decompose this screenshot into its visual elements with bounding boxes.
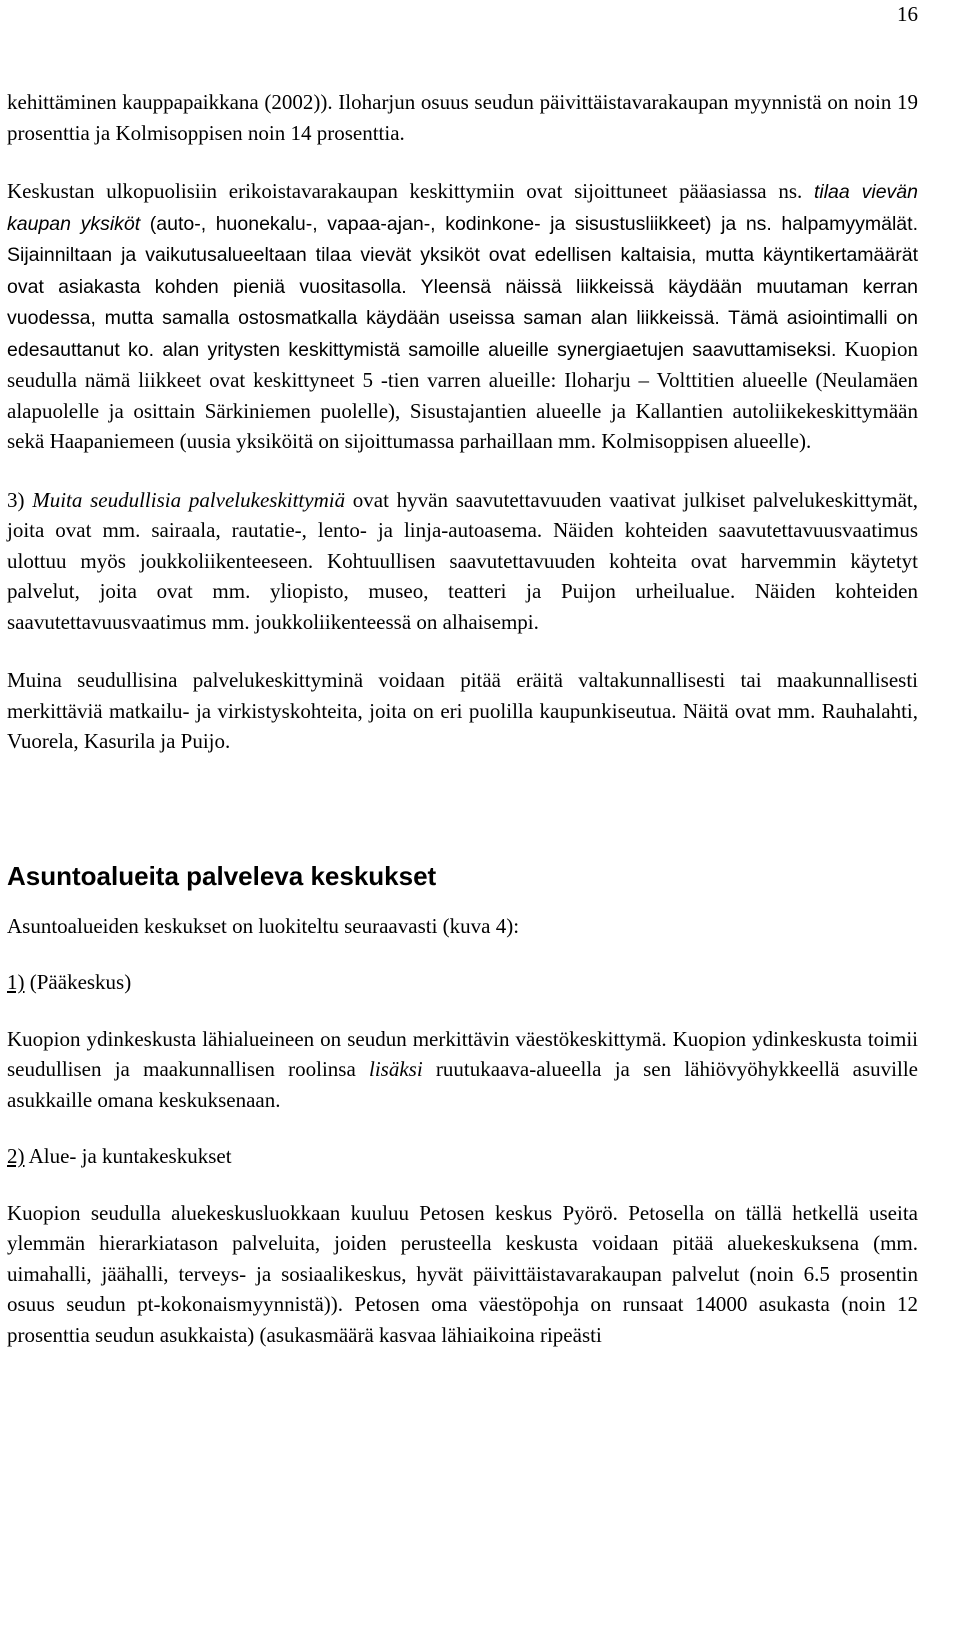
italic-term: lisäksi — [369, 1057, 423, 1081]
list-item-aluekeskukset — [7, 1141, 918, 1172]
paragraph-text-sans — [7, 181, 918, 361]
paragraph-text: ovat hyvän saavutettavuuden vaativat julkiset palvelukeskittymät, joita ovat mm. sairaala, rautatie-, lento- ja linja-autoasema. Näiden kohteiden saavutettavuusvaatimus ulottuu myös joukkoliikenteeseen. Kohtuullisen saavutettavuuden kohteita ovat harvemmin käytetyt palvelut, joita ovat mm. yliopisto, museo, teatteri ja Puijon urheilualue. Näiden kohteiden saavutettavuusvaatimus mm. joukkoliikenteessä on alhaisempi. — [7, 487, 918, 634]
paragraph-text: Kuopion ydinkeskusta lähialueineen on seudun merkittävin väestökeskittymä. Kuopion ydinkeskusta toimii seudullisen ja maakunnallisen roolinsa — [7, 1026, 918, 1081]
page-number: 16 — [897, 2, 918, 26]
paragraph-text: Kuopion seudulla nämä liikkeet ovat keskittyneet 5 -tien varren alueille: Iloharju – Volttitien alueelle (Neulamäen alapuolelle ja osittain Särkiniemen puolelle), Sisustajantien alueelle ja Kallantien autoliikekeskittymään sekä Haapaniemeen (uusia yksiköitä on sijoittumassa parhaillaan mm. Kolmisoppisen alueelle). — [7, 336, 918, 453]
paragraph-asuntoalueiden: Asuntoalueiden keskukset on luokiteltu seuraavasti (kuva 4): — [7, 913, 520, 938]
list-number: 2) — [7, 1144, 25, 1168]
paragraph-keskustan-ulkopuolisiin — [7, 176, 918, 457]
list-number: 1) — [7, 970, 25, 994]
paragraph-muita-seudullisia — [7, 485, 918, 638]
list-label: (Pääkeskus) — [24, 970, 132, 994]
paragraph-text: Keskustan ulkopuolisiin erikoistavarakaupan keskittymiin ovat sijoittuneet pääasiassa ns. — [7, 179, 814, 203]
page-content — [7, 87, 918, 1350]
list-number: 3) — [7, 487, 33, 512]
paragraph-text: ruutukaava-alueella ja sen lähiövyöhykkeellä asuville asukkaille omana keskuksenaan. — [7, 1057, 918, 1112]
paragraph-kuopion-ydinkeskusta — [7, 1024, 918, 1116]
paragraph-kuopion-seudulla: Kuopion seudulla aluekeskusluokkaan kuuluu Petosen keskus Pyörö. Petosella on tällä hetkellä useita ylemmän hierarkiatason palveluita, joiden perusteella keskusta voidaan pitää aluekeskuksena (mm. uimahalli, jäähalli, terveys- ja sosiaalikeskus, hyvät päivittäistavarakaupan palvelut (noin 6.5 prosentin osuus seudun pt-kokonaismyynnistä)). Petosen oma väestöpohja on runsaat 14000 asukasta (noin 12 prosenttia seudun asukkaista) (asukasmäärä kasvaa lähiaikoina ripeästi — [7, 1200, 918, 1347]
list-item-paakeskus — [7, 967, 918, 998]
paragraph-kehittaminen: kehittäminen kauppapaikkana (2002)). Iloharjun osuus seudun päivittäistavarakaupan myynnistä on noin 19 prosenttia ja Kolmisoppisen noin 14 prosenttia. — [7, 90, 918, 145]
section-heading: Asuntoalueita palveleva keskukset — [7, 860, 437, 891]
italic-term: tilaa vievän kaupan yksiköt — [7, 181, 918, 235]
paragraph-muina-seudullisina: Muina seudullisina palvelukeskittyminä voidaan pitää eräitä valtakunnallisesti tai maakunnallisesti merkittäviä matkailu- ja virkistyskohteita, joita on eri puolilla kaupunkiseutua. Näitä ovat mm. Rauhalahti, Vuorela, Kasurila ja Puijo. — [7, 668, 918, 753]
paragraph-text: (auto-, huonekalu-, vapaa-ajan-, kodinkone- ja sisustusliikkeet) ja ns. halpamyymälät. Sijainniltaan ja vaikutusalueeltaan tilaa vievät yksiköt ovat edellisen kaltaisia, mutta käyntikertamäärät ovat asiakasta kohden pieniä vuositasolla. Yleensä näissä liikkeissä käydään muutaman kerran vuodessa, mutta samalla ostosmatkalla käydään useissa saman alan liikkeissä. Tämä asiointimalli on edesauttanut ko. alan yritysten keskittymistä samoille alueille synergiaetujen saavuttamiseksi. — [7, 212, 918, 361]
italic-term: Muita seudullisia palvelukeskittymiä — [32, 487, 346, 512]
list-label: Alue- ja kuntakeskukset — [24, 1144, 232, 1168]
